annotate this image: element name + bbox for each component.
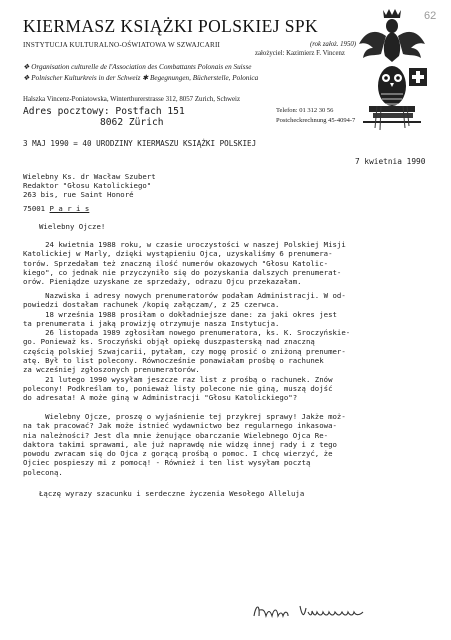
handwritten-signature [250, 600, 375, 622]
letterhead-fr-line: ❖ Organisation culturelle de l'Association des Combattants Polonais en Suisse [23, 63, 252, 71]
body-paragraph-1: 24 kwietnia 1988 roku, w czasie uroczystości w naszej Polskiej Misji Katolickiej w Marly, dzięki wystąpieniu Ojca, uzyskaliśmy 6 prenumera- torów. Sprzedałam też znaczną ilość numerów okazowych "Głosu Katolic- kiego", co jednak nie przyczyniło się do pozyskania dalszych prenumerat- orów. Pieniądze uzyskane ze sprzedaży, odrazu Ojcu przekazałam. [23, 240, 346, 287]
body-paragraph-3: Wielebny Ojcze, proszę o wyjaśnienie tej przykrej sprawy! Jakże moż- na tak pracować? Jak może istnieć wydawnictwo bez regularnego inkasowa- nia należności? Jest dla mnie żenujące obarczanie Wielebnego Ojca Re- daktora takimi sprawami, ale już naprawdę nie widzę innej rady i z tego powodu zwracam się do Ojca z gorącą prośbą o pomoc. I chcę wierzyć, że Ojciec pospieszy mi z pomocą! - Również i ten list wysyłam pocztą poleconą. [23, 412, 346, 477]
postal-code: 75001 [23, 204, 46, 213]
emblem-eagle-owl-icon [355, 6, 431, 136]
recipient-street: 263 bis, rue Saint Honoré [23, 190, 134, 199]
bullet-icon: ❖ [23, 74, 32, 82]
letterhead-de-line: ❖ Polnischer Kulturkreis in der Schweiz ✱ Begegnungen, Bücherstelle, Polonica [23, 74, 259, 82]
letterhead-founder: założyciel: Kazimierz F. Vincenz [255, 50, 345, 57]
salutation: Wielebny Ojcze! [39, 222, 106, 231]
letterhead-institution: INSTYTUCJA KULTURALNO-OŚWIATOWA W SZWAJCARII [23, 41, 221, 49]
anniversary-line: 3 MAJ 1990 = 40 URODZINY KIERMASZU KSIĄŻKI POLSKIEJ [23, 139, 257, 148]
letterhead-phone: Telefon: 01 312 30 56 [276, 107, 334, 114]
recipient-title: Redaktor "Głosu Katolickiego" [23, 181, 152, 190]
recipient-name: Wielebny Ks. dr Wacław Szubert [23, 172, 156, 181]
bullet-icon: ❖ [23, 63, 32, 71]
letterhead-founded: (rok założ. 1950) [310, 41, 357, 48]
recipient-city [23, 204, 89, 213]
letter-date: 7 kwietnia 1990 [355, 157, 426, 166]
postal-address-line1: Adres pocztowy: Postfach 151 [23, 106, 185, 117]
letterhead-address: Halszka Vincenz-Poniatowska, Winterthurerstrasse 312, 8057 Zurich, Schweiz [23, 96, 241, 103]
body-paragraph-2: Nazwiska i adresy nowych prenumeratorów podałam Administracji. W od- powiedzi dostałam rachunek /kopię załączam/, z 25 czerwca. 18 września 1988 prosiłam o dokładniejsze dane: za jaki okres jest ta prenumerata i jaką prowizję otrzymuje nasza Instytucja. 26 listopada 1989 zgłosiłam nowego prenumeratora, ks. K. Sroczyńskie- go. Ponieważ ks. Sroczyński objął opiekę duszpasterską nad znaczną częścią polskiej Szwajcarii, pytałam, czy mogę prosić o zniżoną prenumer- atę. Był to list polecony. Równocześnie ponawiałam prośbę o rachunek za wcześniej zgłoszonych prenumeratorów. 21 lutego 1990 wysyłam jeszcze raz list z prośbą o rachunek. Znów polecony! Podkreślam to, ponieważ listy polecone nie giną, muszą dojść do adresata! A może giną w Administracji "Głosu Katolickiego"? [23, 291, 351, 403]
postal-address-line2: 8062 Zürich [100, 117, 164, 128]
closing-line: Łączę wyrazy szacunku i serdeczne życzenia Wesołego Alleluja [39, 489, 305, 498]
page-number: 62 [424, 10, 437, 22]
city-name: P a r i s [49, 204, 90, 213]
letterhead-title: KIERMASZ KSIĄŻKI POLSKIEJ SPK [23, 16, 319, 36]
letterhead-postcheck: Postcheckrechnung 45-4094-7 [276, 117, 356, 124]
